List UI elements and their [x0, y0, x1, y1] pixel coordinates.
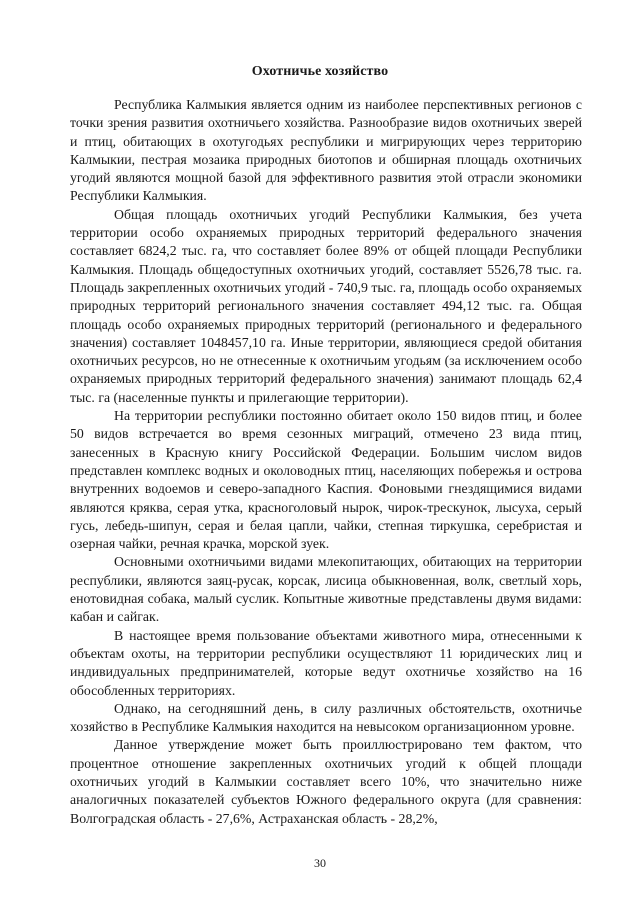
paragraph: Общая площадь охотничьих угодий Республики Калмыкия, без учета территории особо охраняемых природных территорий федерального значения составляет 6824,2 тыс. га, что составляет более 89% от общей площади Республики Калмыкия. Площадь общедоступных охотничьих угодий, составляет 5526,78 тыс. га. Площадь закрепленных охотничьих угодий - 740,9 тыс. га, площадь особо охраняемых природных территорий регионального значения составляет 494,12 тыс. га. Общая площадь особо охраняемых природных территорий (регионального и федерального значения) составляет 1048457,10 га. Иные территории, являющиеся средой обитания охотничьих ресурсов, но не отнесенные к охотничьим угодьям (за исключением особо охраняемых природных территорий федерального значения) занимают площадь 62,4 тыс. га (населенные пункты и прилегающие территории). [70, 206, 582, 405]
page-number: 30 [314, 856, 326, 870]
paragraph: Основными охотничьими видами млекопитающих, обитающих на территории республики, являются заяц-русак, корсак, лисица обыкновенная, волк, светлый хорь, енотовидная собака, малый суслик. Копытные животные представлены двумя видами: кабан и сайгак. [70, 554, 582, 625]
paragraph: В настоящее время пользование объектами животного мира, отнесенными к объектам охоты, на территории республики осуществляют 11 юридических лиц и индивидуальных предпринимателей, которые ведут охотничье хозяйство на 16 обособленных территориях. [70, 627, 582, 698]
paragraph: Данное утверждение может быть проиллюстрировано тем фактом, что процентное отношение закрепленных охотничьих угодий к общей площади охотничьих угодий в Калмыкии составляет всего 10%, что значительно ниже аналогичных показателей субъектов Южного федерального округа (для сравнения: Волгоградская область - 27,6%, Астраханская область - 28,2%, [70, 737, 582, 826]
paragraph: Республика Калмыкия является одним из наиболее перспективных регионов с точки зрения развития охотничьего хозяйства. Разнообразие видов охотничьих зверей и птиц, обитающих в охотугодьях республики и мигрирующих через территорию Калмыкии, пестрая мозаика природных биотопов и обширная площадь охотничьих угодий являются мощной базой для эффективного развития этой отрасли экономики Республики Калмыкия. [70, 97, 582, 204]
document-title: Охотничье хозяйство [251, 64, 389, 79]
paragraph: На территории республики постоянно обитает около 150 видов птиц, и более 50 видов встречается во время сезонных миграций, отмечено 23 вида птиц, занесенных в Красную книгу Российской Федерации. Большим числом видов представлен комплекс водных и околоводных птиц, населяющих побережья и острова внутренних водоемов и северо-западного Каспия. Фоновыми гнездящимися видами являются кряква, серая утка, красноголовый нырок, чирок-трескунок, лысуха, серый гусь, лебедь-шипун, серая и белая цапли, чайки, степная тиркушка, серебристая и озерная чайки, речная крачка, морской зуек. [70, 408, 582, 552]
paragraph: Однако, на сегодняшний день, в силу различных обстоятельств, охотничье хозяйство в Республике Калмыкия находится на невысоком организационном уровне. [70, 700, 582, 735]
document-body [70, 96, 582, 828]
